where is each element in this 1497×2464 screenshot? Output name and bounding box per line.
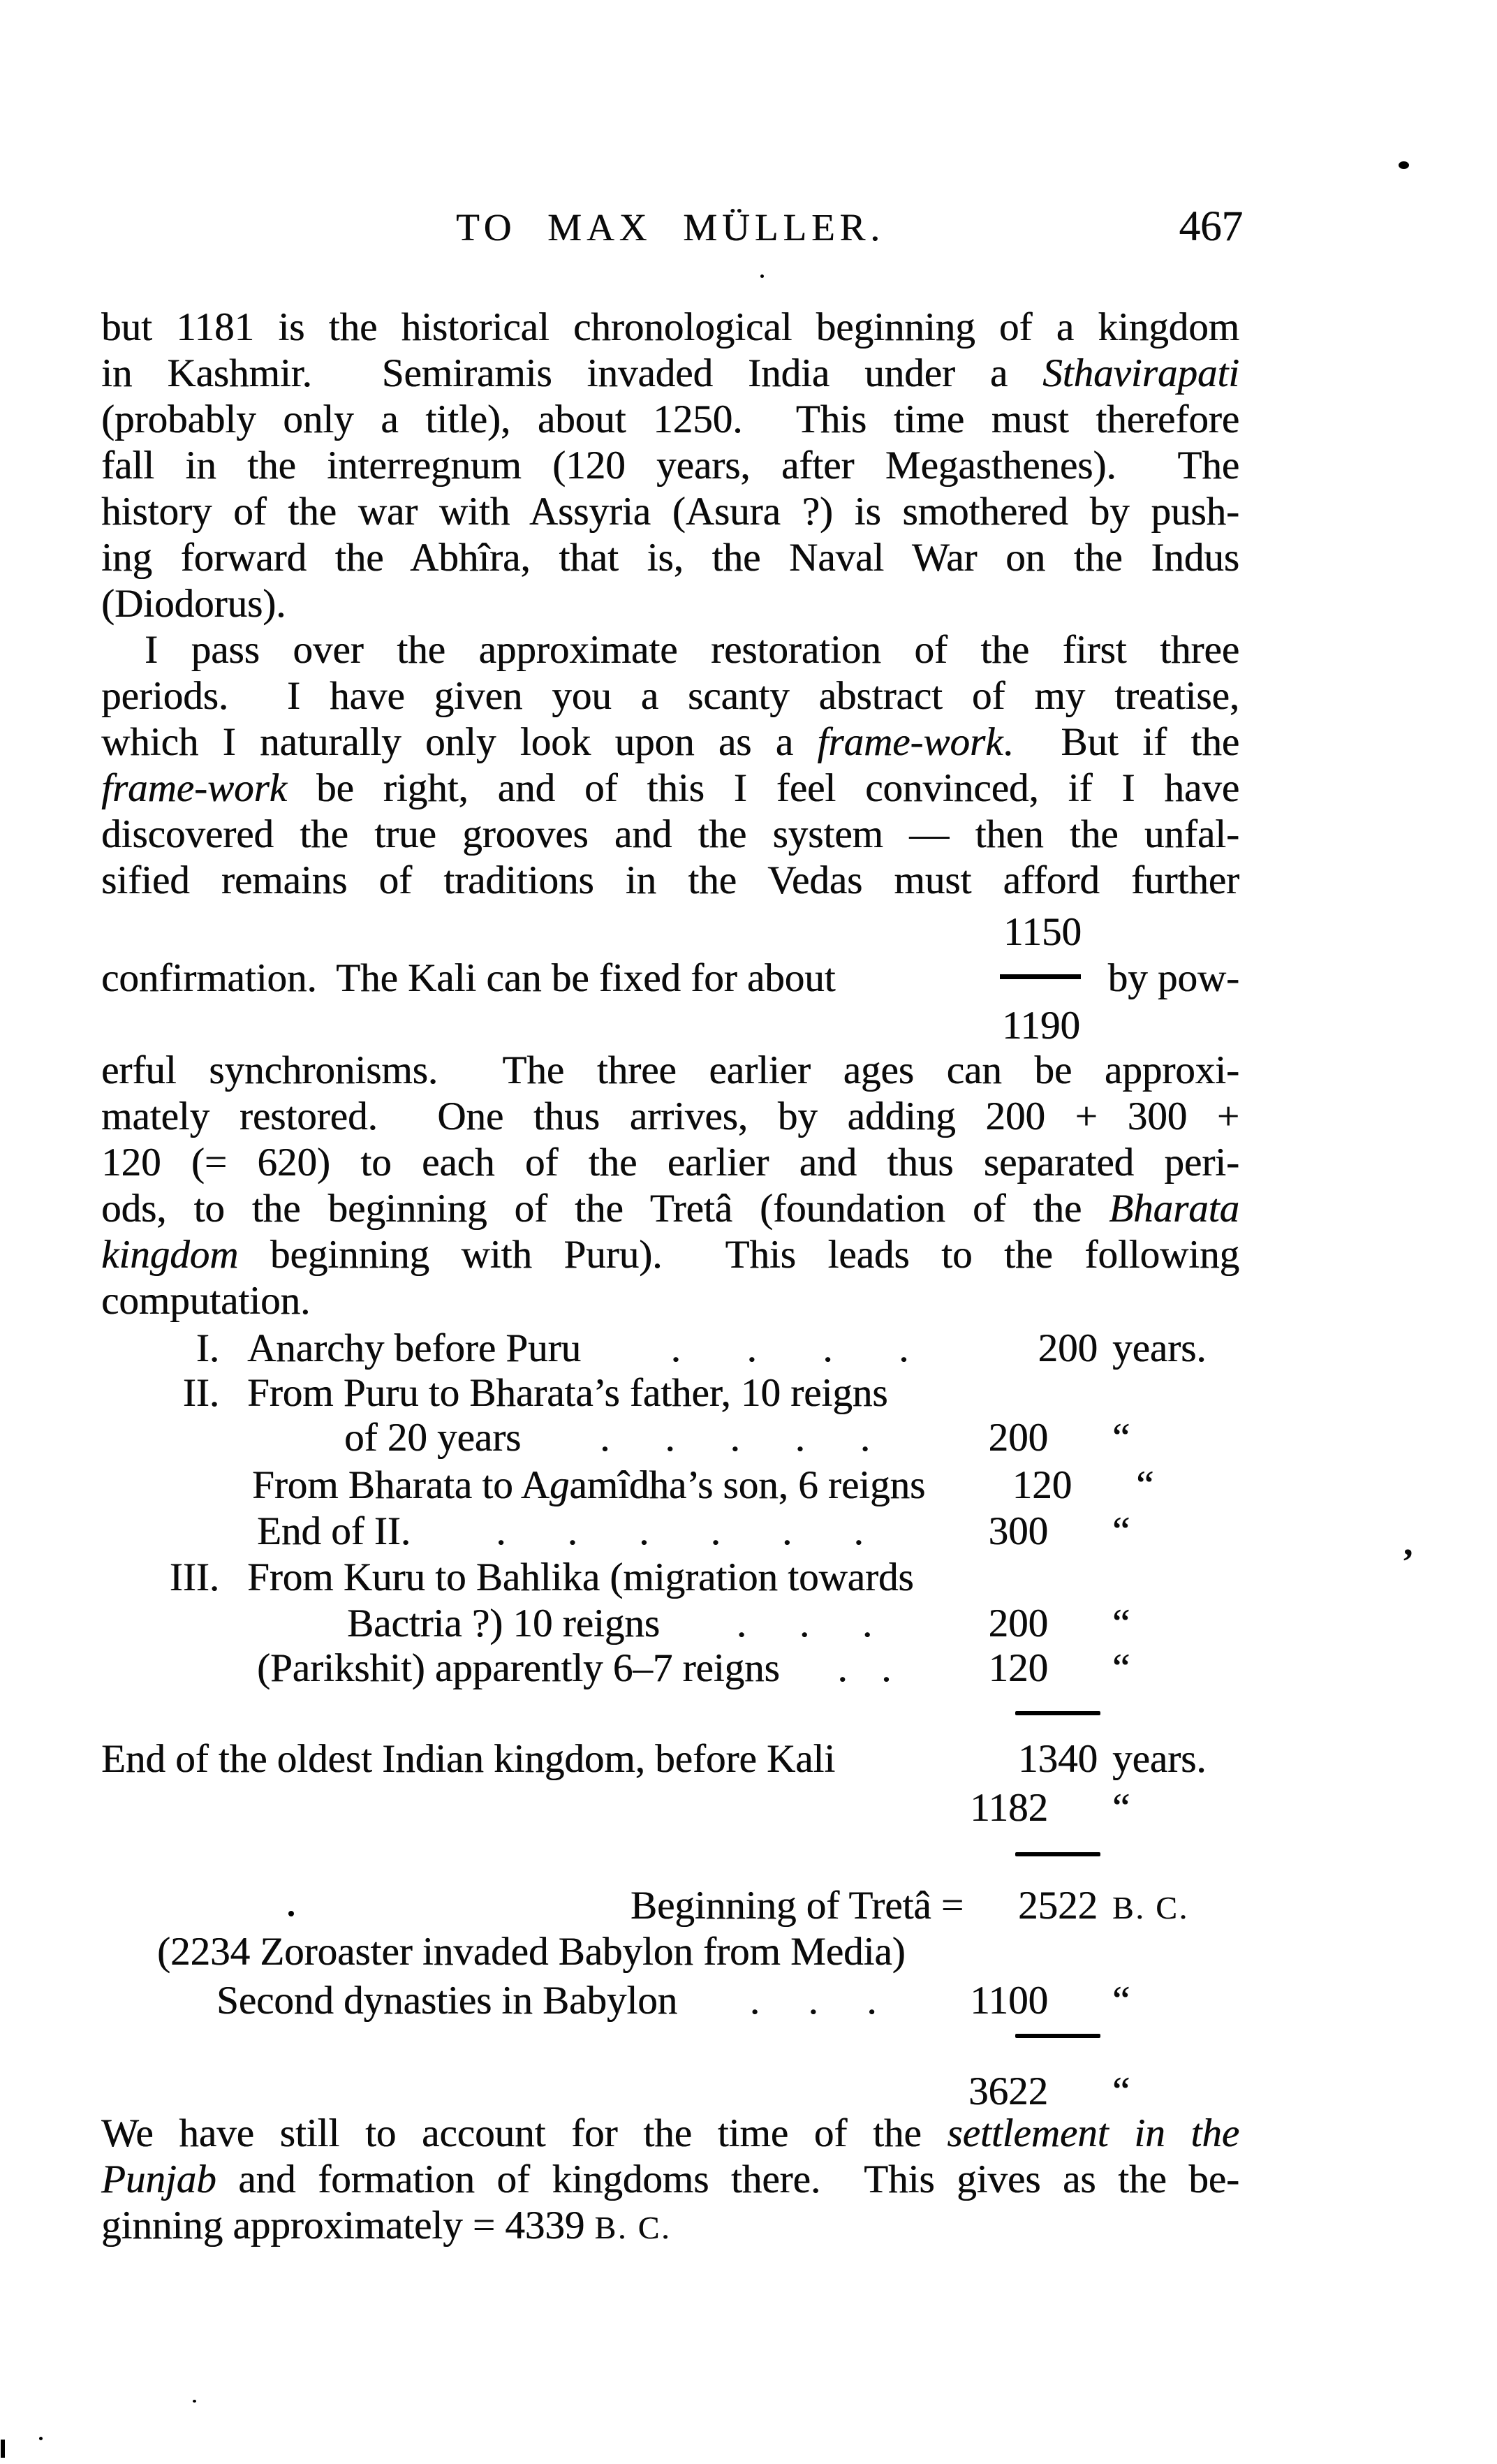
leader-dot: . <box>600 1416 610 1460</box>
dot-leader <box>780 1645 943 1692</box>
table-row <box>101 1415 1239 1461</box>
leader-dot: . <box>899 1326 909 1370</box>
leader-dot: . <box>860 1416 871 1460</box>
table-row <box>101 1736 1239 1782</box>
leader-dot: . <box>749 1979 760 2023</box>
leader-dot: . <box>867 1979 877 2023</box>
row-value: 300 <box>988 1509 1048 1553</box>
page-number: 467 <box>1179 203 1243 250</box>
row-unit: “ <box>1112 1509 1130 1553</box>
text-line: Punjab and formation of kingdoms there. This gives as the be- <box>101 2157 1239 2201</box>
text-line: history of the war with Assyria (Asura ?) is smothered by push- <box>101 490 1239 534</box>
fraction-denominator: 1190 <box>1002 1004 1080 1048</box>
table-row <box>101 1555 1239 1601</box>
leader-dot: . <box>746 1326 757 1370</box>
leader-dot: . <box>567 1509 577 1553</box>
row-value: 200 <box>988 1601 1048 1645</box>
row-label: Beginning of Tretâ = <box>630 1884 964 1928</box>
leader-dot: . <box>862 1601 873 1645</box>
table-row <box>101 1978 1239 2024</box>
table-row <box>101 1462 1239 1509</box>
leader-dot: . <box>837 1646 848 1690</box>
row-unit: “ <box>1112 1979 1130 2023</box>
row-unit: years. <box>1112 1737 1207 1781</box>
dot-leader <box>660 1601 943 1647</box>
row-label: Second dynasties in Babylon <box>216 1979 678 2023</box>
leader-dot: . <box>799 1601 810 1645</box>
table-row <box>101 1509 1239 1555</box>
row-label: From Bharata to Agamîdha’s son, 6 reigns <box>252 1463 926 1507</box>
row-numeral: I. <box>196 1326 219 1370</box>
text-line: (Diodorus). <box>101 582 286 626</box>
table-row <box>101 1601 1239 1647</box>
text-line: which I naturally only look upon as a frame-work. But if the <box>101 720 1239 764</box>
row-unit: “ <box>1112 2069 1130 2113</box>
sum-rule <box>1015 1711 1100 1715</box>
row-label: (Parikshit) apparently 6–7 reigns <box>257 1646 780 1690</box>
row-value: 2522 <box>1018 1884 1098 1928</box>
row-unit: “ <box>1112 1646 1130 1690</box>
row-value: 120 <box>988 1646 1048 1690</box>
leader-dot: . <box>496 1509 506 1553</box>
text-line: kingdom beginning with Puru). This leads to the following <box>101 1233 1239 1277</box>
table-row <box>101 1883 1239 1929</box>
sum-rule <box>1015 2034 1100 2038</box>
row-unit: “ <box>1112 1786 1130 1830</box>
leader-dot: . <box>808 1979 818 2023</box>
table-row <box>101 1326 1239 1372</box>
text-line: in Kashmir. Semiramis invaded India under a Sthavirapati <box>101 351 1239 395</box>
row-value: 120 <box>1012 1463 1072 1507</box>
dot-leader <box>581 1326 993 1372</box>
leader-dot: . <box>795 1416 805 1460</box>
row-unit: “ <box>1112 1601 1130 1645</box>
dot-leader <box>677 1978 943 2024</box>
leader-dot: . <box>670 1326 681 1370</box>
text-line: We have still to account for the time of the settlement in the <box>101 2111 1239 2155</box>
row-value: 200 <box>988 1416 1048 1460</box>
scan-artifact <box>760 274 764 278</box>
row-spacer <box>101 1785 943 1831</box>
row-value: 1100 <box>970 1979 1048 2023</box>
leader-dot: . <box>881 1646 892 1690</box>
row-label: End of the oldest Indian kingdom, before Kali <box>101 1737 836 1781</box>
text-line: 120 (= 620) to each of the earlier and thus separated peri- <box>101 1141 1239 1185</box>
text-segment: by pow- <box>1107 956 1239 1000</box>
stray-dot <box>288 1911 294 1916</box>
row-label: Bactria ?) 10 reigns <box>347 1601 660 1645</box>
text-line <box>101 955 1239 1002</box>
row-spacer <box>101 2069 943 2115</box>
row-numeral: II. <box>182 1371 219 1415</box>
row-label: From Puru to Bharata’s father, 10 reigns <box>247 1371 888 1415</box>
leader-dot: . <box>823 1326 833 1370</box>
text-line: periods. I have given you a scanty abstract of my treatise, <box>101 674 1239 718</box>
row-value: 1182 <box>970 1786 1048 1830</box>
text-line: erful synchronisms. The three earlier ages can be approxi- <box>101 1048 1239 1092</box>
row-label: From Kuru to Bahlika (migration towards <box>247 1555 914 1599</box>
scan-artifact: , <box>1403 1523 1413 1563</box>
text-line: sified remains of traditions in the Vedas must afford further <box>101 858 1239 902</box>
sum-rule <box>1015 1852 1100 1856</box>
page-title: TO MAX MÜLLER. <box>455 206 885 249</box>
scan-artifact <box>1 2440 5 2458</box>
table-row <box>101 1370 1239 1416</box>
row-label: End of II. <box>257 1509 411 1553</box>
text-line: computation. <box>101 1279 311 1323</box>
dot-leader <box>521 1415 943 1461</box>
text-line: I pass over the approximate restoration of the first three <box>145 628 1239 672</box>
table-row <box>101 1645 1239 1692</box>
table-row <box>101 2069 1239 2115</box>
text-line: mately restored. One thus arrives, by adding 200 + 300 + <box>101 1094 1239 1138</box>
row-unit: “ <box>1112 1416 1130 1460</box>
row-label: Anarchy before Puru <box>247 1326 581 1370</box>
row-unit: “ <box>1136 1463 1154 1507</box>
text-line: discovered the true grooves and the system — then the unfal- <box>101 812 1239 856</box>
leader-dot: . <box>782 1509 792 1553</box>
text-segment: confirmation. The Kali can be fixed for about <box>101 956 836 1000</box>
text-line: (2234 Zoroaster invaded Babylon from Media) <box>157 1930 906 1974</box>
text-line: ing forward the Abhîra, that is, the Naval War on the Indus <box>101 536 1239 580</box>
leader-dot: . <box>853 1509 864 1553</box>
row-unit: years. <box>1112 1326 1207 1370</box>
scan-artifact <box>193 2400 196 2403</box>
leader-dot: . <box>730 1416 740 1460</box>
leader-dot: . <box>710 1509 721 1553</box>
fraction-numerator: 1150 <box>1003 910 1082 954</box>
row-unit: B. C. <box>1112 1890 1190 1926</box>
dot-leader <box>411 1509 943 1555</box>
text-line: frame-work be right, and of this I feel convinced, if I have <box>101 766 1239 810</box>
leader-dot: . <box>639 1509 649 1553</box>
row-label: of 20 years <box>344 1416 522 1460</box>
text-line: ginning approximately = 4339 B. C. <box>101 2203 672 2247</box>
leader-dot: . <box>665 1416 675 1460</box>
text-line: fall in the interregnum (120 years, after Megasthenes). The <box>101 443 1239 487</box>
row-value: 3622 <box>968 2069 1048 2113</box>
leader-dot: . <box>736 1601 746 1645</box>
scan-artifact <box>39 2437 43 2440</box>
row-value: 1340 <box>1018 1737 1098 1781</box>
table-row <box>101 1785 1239 1831</box>
row-numeral: III. <box>169 1555 219 1599</box>
scan-artifact <box>1399 161 1409 169</box>
text-line: ods, to the beginning of the Tretâ (foundation of the Bharata <box>101 1187 1239 1231</box>
row-value: 200 <box>1038 1326 1098 1370</box>
text-line: (probably only a title), about 1250. This time must therefore <box>101 397 1239 441</box>
text-line: but 1181 is the historical chronological beginning of a kingdom <box>101 305 1239 349</box>
